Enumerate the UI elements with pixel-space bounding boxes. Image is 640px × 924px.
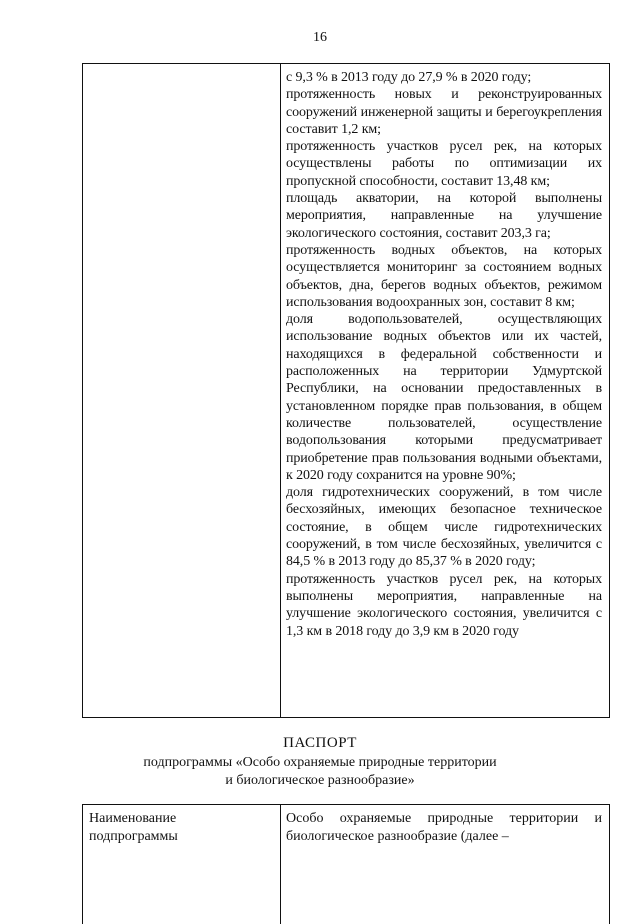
indicator-paragraph: протяженность водных объектов, на которых осуществляется мониторинг за состоянием водных объектов, дна, берегов водных объектов, режимом использования водоохранных зон, составит 8 км; (286, 242, 602, 310)
indicator-paragraph: площадь акватории, на которой выполнены мероприятия, направленные на улучшение экологического состояния, составит 203,3 га; (286, 191, 602, 241)
passport-subtitle-line2: и биологическое разнообразие» (225, 773, 415, 788)
page-number: 16 (313, 30, 327, 45)
goals-table (82, 63, 610, 718)
indicator-paragraph: доля гидротехнических сооружений, в том числе бесхозяйных, имеющих безопасное техническое состояние, в общем числе гидротехнических сооружений, в том числе бесхозяйных, увеличится с 84,5 % в 2013 году до 85,37 % в 2020 году; (286, 485, 602, 570)
subprogram-name-value: Особо охраняемые природные территории и биологическое разнообразие (далее – (286, 811, 602, 844)
label-line: Наименование (89, 811, 177, 826)
indicator-paragraph: с 9,3 % в 2013 году до 27,9 % в 2020 году; (286, 70, 532, 85)
column-divider (280, 64, 281, 717)
indicator-paragraph: доля водопользователей, осуществляющих использование водных объектов или их частей, находящихся в федеральной собственности и расположенных на территории Удмуртской Республики, на основании предоставленных в установленном порядке прав пользования, в общем количестве пользователей, осуществление водопользования которыми предусматривает приобретение прав пользования водными объектами, к 2020 году сохранится на уровне 90%; (286, 312, 602, 483)
subprogram-name-label (89, 810, 274, 846)
column-divider (280, 805, 281, 924)
passport-title: ПАСПОРТ (283, 735, 357, 751)
indicator-paragraph: протяженность участков русел рек, на которых осуществлены работы по оптимизации их пропускной способности, составит 13,48 км; (286, 139, 602, 189)
passport-subtitle-line1: подпрограммы «Особо охраняемые природные территории (143, 755, 497, 770)
passport-table (82, 804, 610, 924)
indicator-paragraph: протяженность новых и реконструированных сооружений инженерной защиты и берегоукрепления составит 1,2 км; (286, 87, 602, 137)
label-line: подпрограммы (89, 829, 178, 844)
indicators-cell (286, 69, 602, 640)
indicator-paragraph: протяженность участков русел рек, на которых выполнены мероприятия, направленные на улучшение экологического состояния, увеличится с 1,3 км в 2018 году до 3,9 км в 2020 году (286, 571, 602, 639)
